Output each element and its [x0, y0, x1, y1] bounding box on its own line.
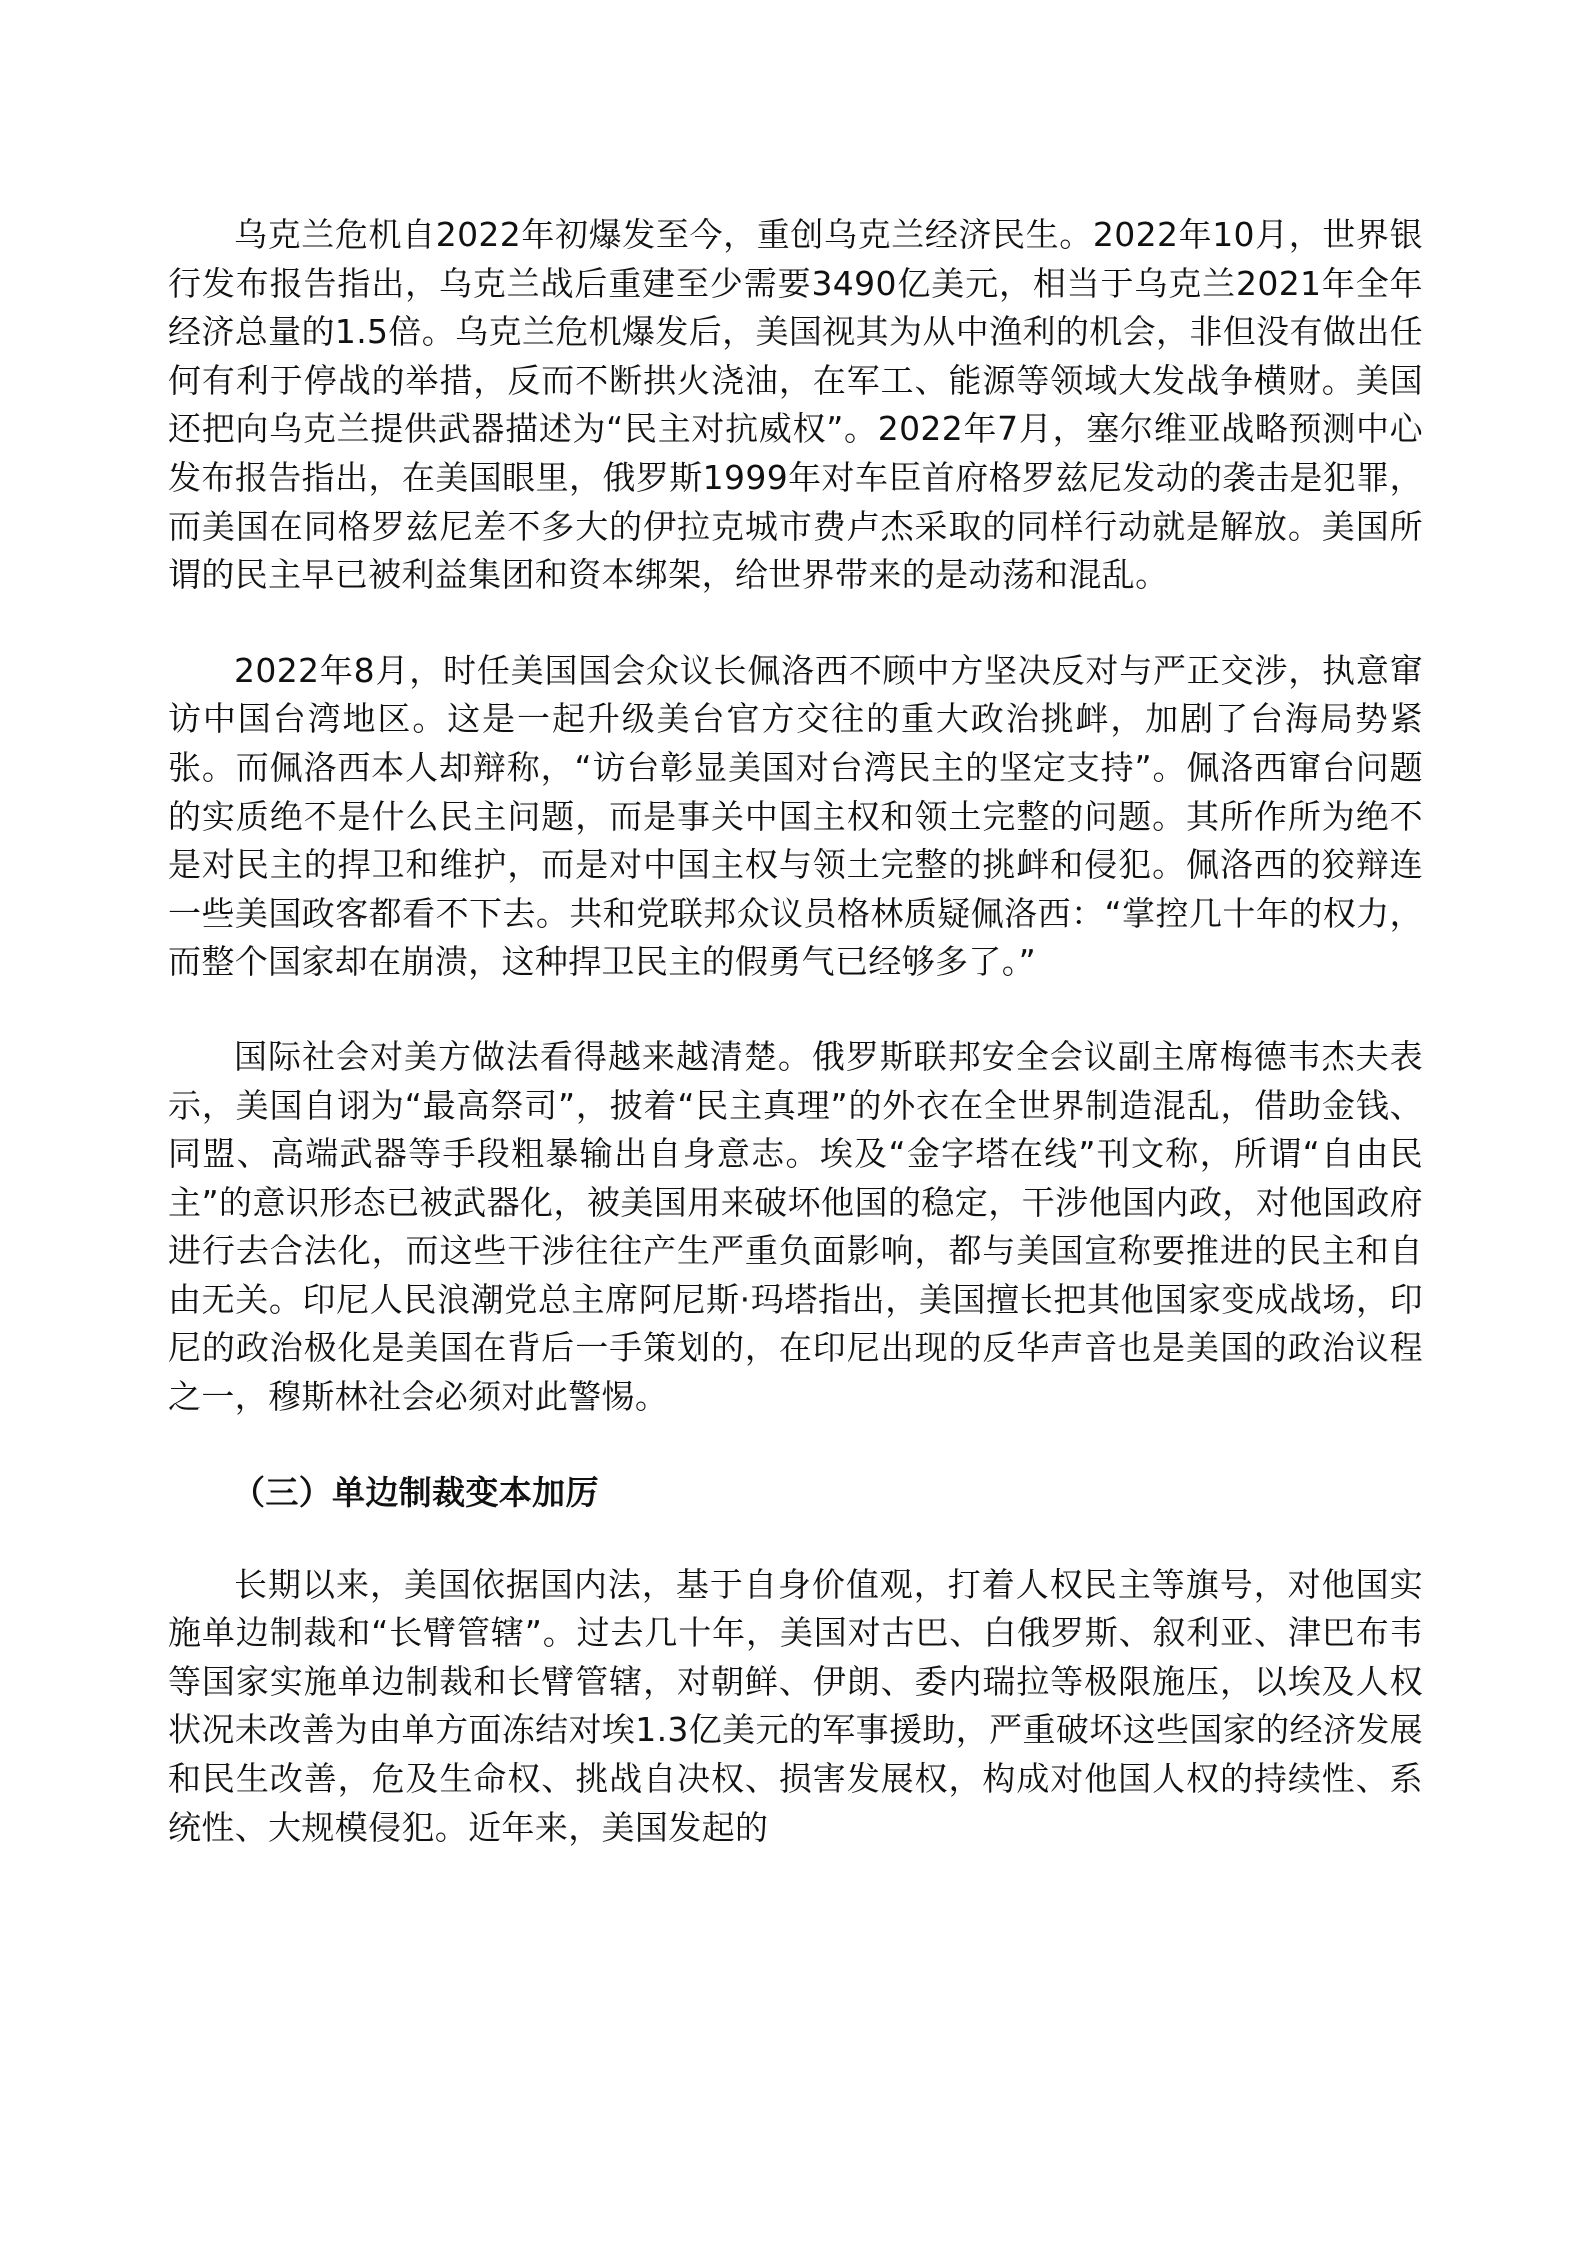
- paragraph-pelosi-taiwan: 2022年8月，时任美国国会众议长佩洛西不顾中方坚决反对与严正交涉，执意窜访中国台湾地区。这是一起升级美台官方交往的重大政治挑衅，加剧了台海局势紧张。而佩洛西本人却辩称，“访台彰显美国对台湾民主的坚定支持”。佩洛西窜台问题的实质绝不是什么民主问题，而是事关中国主权和领土完整的问题。其所作所为绝不是对民主的捍卫和维护，而是对中国主权与领土完整的挑衅和侵犯。佩洛西的狡辩连一些美国政客都看不下去。共和党联邦众议员格林质疑佩洛西：“掌控几十年的权力，而整个国家却在崩溃，这种捍卫民主的假勇气已经够多了。”: [168, 650, 1423, 982]
- paragraph-ukraine-crisis: 乌克兰危机自2022年初爆发至今，重创乌克兰经济民生。2022年10月，世界银行发布报告指出，乌克兰战后重建至少需要3490亿美元，相当于乌克兰2021年全年经济总量的1.5倍。乌克兰危机爆发后，美国视其为从中渔利的机会，非但没有做出任何有利于停战的举措，反而不断拱火浇油，在军工、能源等领域大发战争横财。美国还把向乌克兰提供武器描述为“民主对抗威权”。2022年7月，塞尔维亚战略预测中心发布报告指出，在美国眼里，俄罗斯1999年对车臣首府格罗兹尼发动的袭击是犯罪，而美国在同格罗兹尼差不多大的伊拉克城市费卢杰采取的同样行动就是解放。美国所谓的民主早已被利益集团和资本绑架，给世界带来的是动荡和混乱。: [168, 215, 1423, 595]
- paragraph-international-reaction: 国际社会对美方做法看得越来越清楚。俄罗斯联邦安全会议副主席梅德韦杰夫表示，美国自诩为“最高祭司”，披着“民主真理”的外衣在全世界制造混乱，借助金钱、同盟、高端武器等手段粗暴输出自身意志。埃及“金字塔在线”刊文称，所谓“自由民主”的意识形态已被武器化，被美国用来破坏他国的稳定，干涉他国内政，对他国政府进行去合法化，而这些干涉往往产生严重负面影响，都与美国宣称要推进的民主和自由无关。印尼人民浪潮党总主席阿尼斯·玛塔指出，美国擅长把其他国家变成战场，印尼的政治极化是美国在背后一手策划的，在印尼出现的反华声音也是美国的政治议程之一，穆斯林社会必须对此警惕。: [168, 1036, 1423, 1417]
- document-body: [168, 211, 1423, 1852]
- section-heading: （三）单边制裁变本加厉: [232, 1472, 599, 1512]
- paragraph-unilateral-sanctions: 长期以来，美国依据国内法，基于自身价值观，打着人权民主等旗号，对他国实施单边制裁和“长臂管辖”。过去几十年，美国对古巴、白俄罗斯、叙利亚、津巴布韦等国家实施单边制裁和长臂管辖，对朝鲜、伊朗、委内瑞拉等极限施压，以埃及人权状况未改善为由单方面冻结对埃1.3亿美元的军事援助，严重破坏这些国家的经济发展和民生改善，危及生命权、挑战自决权、损害发展权，构成对他国人权的持续性、系统性、大规模侵犯。近年来，美国发起的: [168, 1564, 1423, 1847]
